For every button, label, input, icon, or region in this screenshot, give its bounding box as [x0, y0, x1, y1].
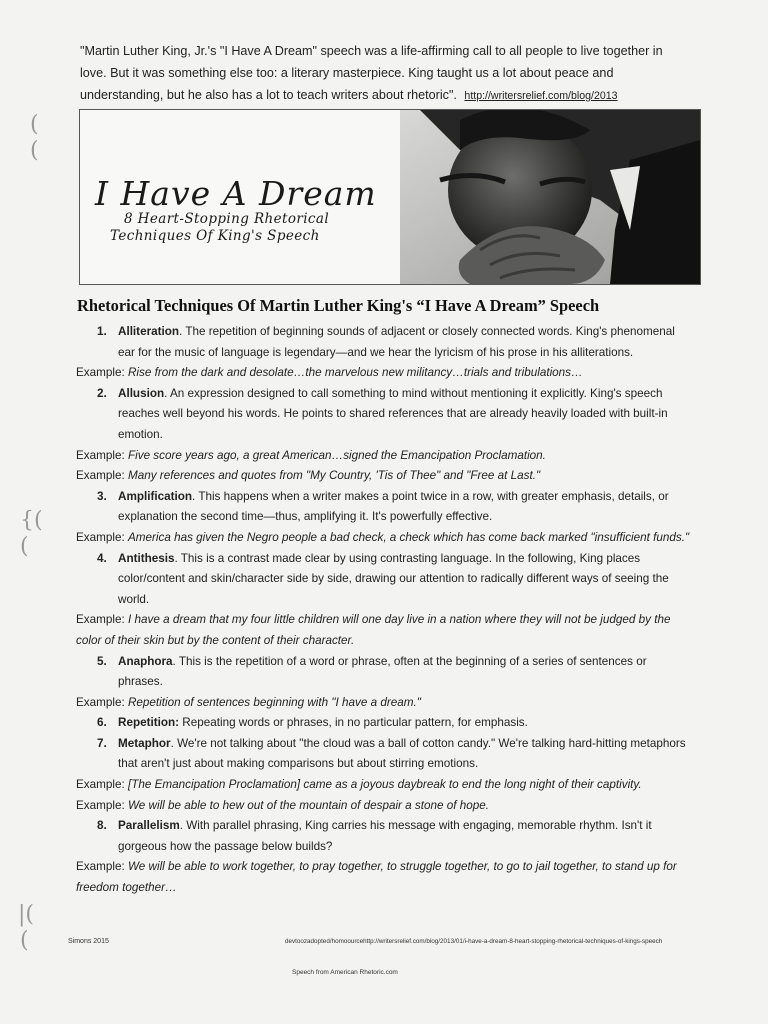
technique-item	[76, 816, 692, 857]
technique-number: 4.	[97, 551, 107, 565]
example-text: Rise from the dark and desolate…the marvelous new militancy…trials and tribulations…	[127, 366, 583, 380]
example-label: Example:	[76, 469, 125, 483]
example-text: Repetition of sentences beginning with "I have a dream."	[127, 695, 421, 709]
example-line	[76, 363, 692, 384]
technique-description: Repeating words or phrases, in no particular pattern, for emphasis.	[179, 716, 528, 730]
technique-description: . This is the repetition of a word or phrase, often at the beginning of a series of sentences or phrases.	[118, 654, 647, 689]
example-line	[76, 610, 692, 651]
example-line	[76, 466, 692, 487]
technique-item	[76, 549, 692, 611]
example-line	[76, 796, 692, 817]
techniques-list	[76, 322, 692, 899]
margin-mark: (	[20, 928, 29, 953]
margin-mark: (	[20, 534, 29, 559]
technique-item	[76, 734, 692, 775]
technique-number: 7.	[97, 736, 107, 750]
example-label: Example:	[76, 530, 125, 544]
technique-number: 2.	[97, 386, 107, 400]
example-line	[76, 693, 692, 714]
margin-mark: {(	[20, 508, 43, 533]
example-text: Five score years ago, a great American…signed the Emancipation Proclamation.	[127, 448, 546, 462]
technique-term: Allusion	[118, 386, 165, 400]
example-line	[76, 857, 692, 898]
example-text: We will be able to work together, to pray together, to struggle together, to go to jail together, to stand up for freedom together…	[76, 860, 677, 895]
example-label: Example:	[76, 695, 125, 709]
technique-term: Anaphora	[118, 654, 173, 668]
example-text: Many references and quotes from "My Country, 'Tis of Thee" and "Free at Last."	[127, 469, 541, 483]
example-label: Example:	[76, 798, 125, 812]
technique-item	[76, 713, 692, 734]
technique-item	[76, 384, 692, 446]
example-text: [The Emancipation Proclamation] came as a joyous daybreak to end the long night of their captivity.	[127, 778, 642, 792]
technique-item	[76, 322, 692, 363]
portrait-photo	[400, 110, 700, 284]
intro-text: "Martin Luther King, Jr.'s "I Have A Dream" speech was a life-affirming call to all people to live together in love. But it was something else too: a literary masterpiece. King taught us a lot about peace and understanding, but he also has a lot to teach writers about rhetoric".	[80, 44, 663, 102]
example-label: Example:	[76, 613, 125, 627]
margin-mark: (	[30, 138, 39, 163]
technique-number: 3.	[97, 489, 107, 503]
example-label: Example:	[76, 366, 125, 380]
example-text: America has given the Negro people a bad check, a check which has come back marked "insufficient funds."	[127, 530, 690, 544]
title-banner	[79, 109, 701, 285]
example-line	[76, 528, 692, 549]
example-label: Example:	[76, 448, 125, 462]
technique-description: . This happens when a writer makes a point twice in a row, with greater emphasis, details, or explanation the second time—thus, amplifying it. It's powerfully effective.	[118, 489, 669, 524]
technique-term: Repetition:	[118, 716, 180, 730]
footer-speech-credit: Speech from American Rhetoric.com	[292, 969, 398, 976]
technique-number: 6.	[97, 716, 107, 730]
example-line	[76, 775, 692, 796]
example-label: Example:	[76, 860, 125, 874]
example-line	[76, 446, 692, 467]
example-text: I have a dream that my four little children will one day live in a nation where they will not be judged by the color of their skin but by the content of their character.	[76, 613, 671, 647]
banner-subtitle-line2: Techniques Of King's Speech	[110, 228, 320, 244]
technique-description: . We're not talking about "the cloud was a ball of cotton candy." We're talking hard-hitting metaphors that aren't just about making comparisons but about stirring emotions.	[118, 736, 686, 771]
technique-description: . With parallel phrasing, King carries his message with engaging, memorable rhythm. Isn't it gorgeous how the passage below builds?	[118, 819, 652, 853]
technique-term: Alliteration	[118, 325, 180, 338]
example-text: We will be able to hew out of the mountain of despair a stone of hope.	[127, 798, 490, 812]
technique-number: 1.	[97, 325, 107, 338]
intro-quote	[80, 40, 692, 107]
technique-term: Amplification	[118, 489, 193, 503]
page-heading: Rhetorical Techniques Of Martin Luther King's “I Have A Dream” Speech	[77, 296, 600, 315]
technique-description: . An expression designed to call something to mind without mentioning it explicitly. King's speech reaches well beyond his words. He points to shared references that are already heavily loaded with built-in emotion.	[118, 386, 668, 441]
example-label: Example:	[76, 778, 125, 792]
source-link[interactable]: http://writersrelief.com/blog/2013	[464, 90, 618, 102]
technique-term: Antithesis	[118, 551, 175, 565]
technique-item	[76, 487, 692, 528]
technique-number: 5.	[97, 654, 107, 668]
banner-title: I Have A Dream	[95, 174, 377, 213]
technique-term: Metaphor	[118, 736, 171, 750]
footer-author: Simons 2015	[68, 938, 109, 945]
margin-mark: |(	[18, 902, 34, 927]
technique-term: Parallelism	[118, 819, 180, 833]
technique-number: 8.	[97, 819, 107, 833]
banner-subtitle-line1: 8 Heart-Stopping Rhetorical	[124, 211, 330, 227]
technique-item	[76, 652, 692, 693]
footer-source-url: devtoozadopted/homoourcehttp://writersrelief.com/blog/2013/01/i-have-a-dream-8-heart-stopping-rhetorical-techniques-of-kings-speech	[285, 938, 663, 945]
technique-description: . This is a contrast made clear by using contrasting language. In the following, King places color/content and skin/character side by side, drawing our attention to radically different ways of seeing the world.	[118, 551, 669, 606]
technique-description: . The repetition of beginning sounds of adjacent or closely connected words. King's phenomenal ear for the music of language is legendary—and we hear the lyricism of his prose in his alliterations.	[118, 325, 675, 359]
margin-mark: (	[30, 112, 39, 137]
